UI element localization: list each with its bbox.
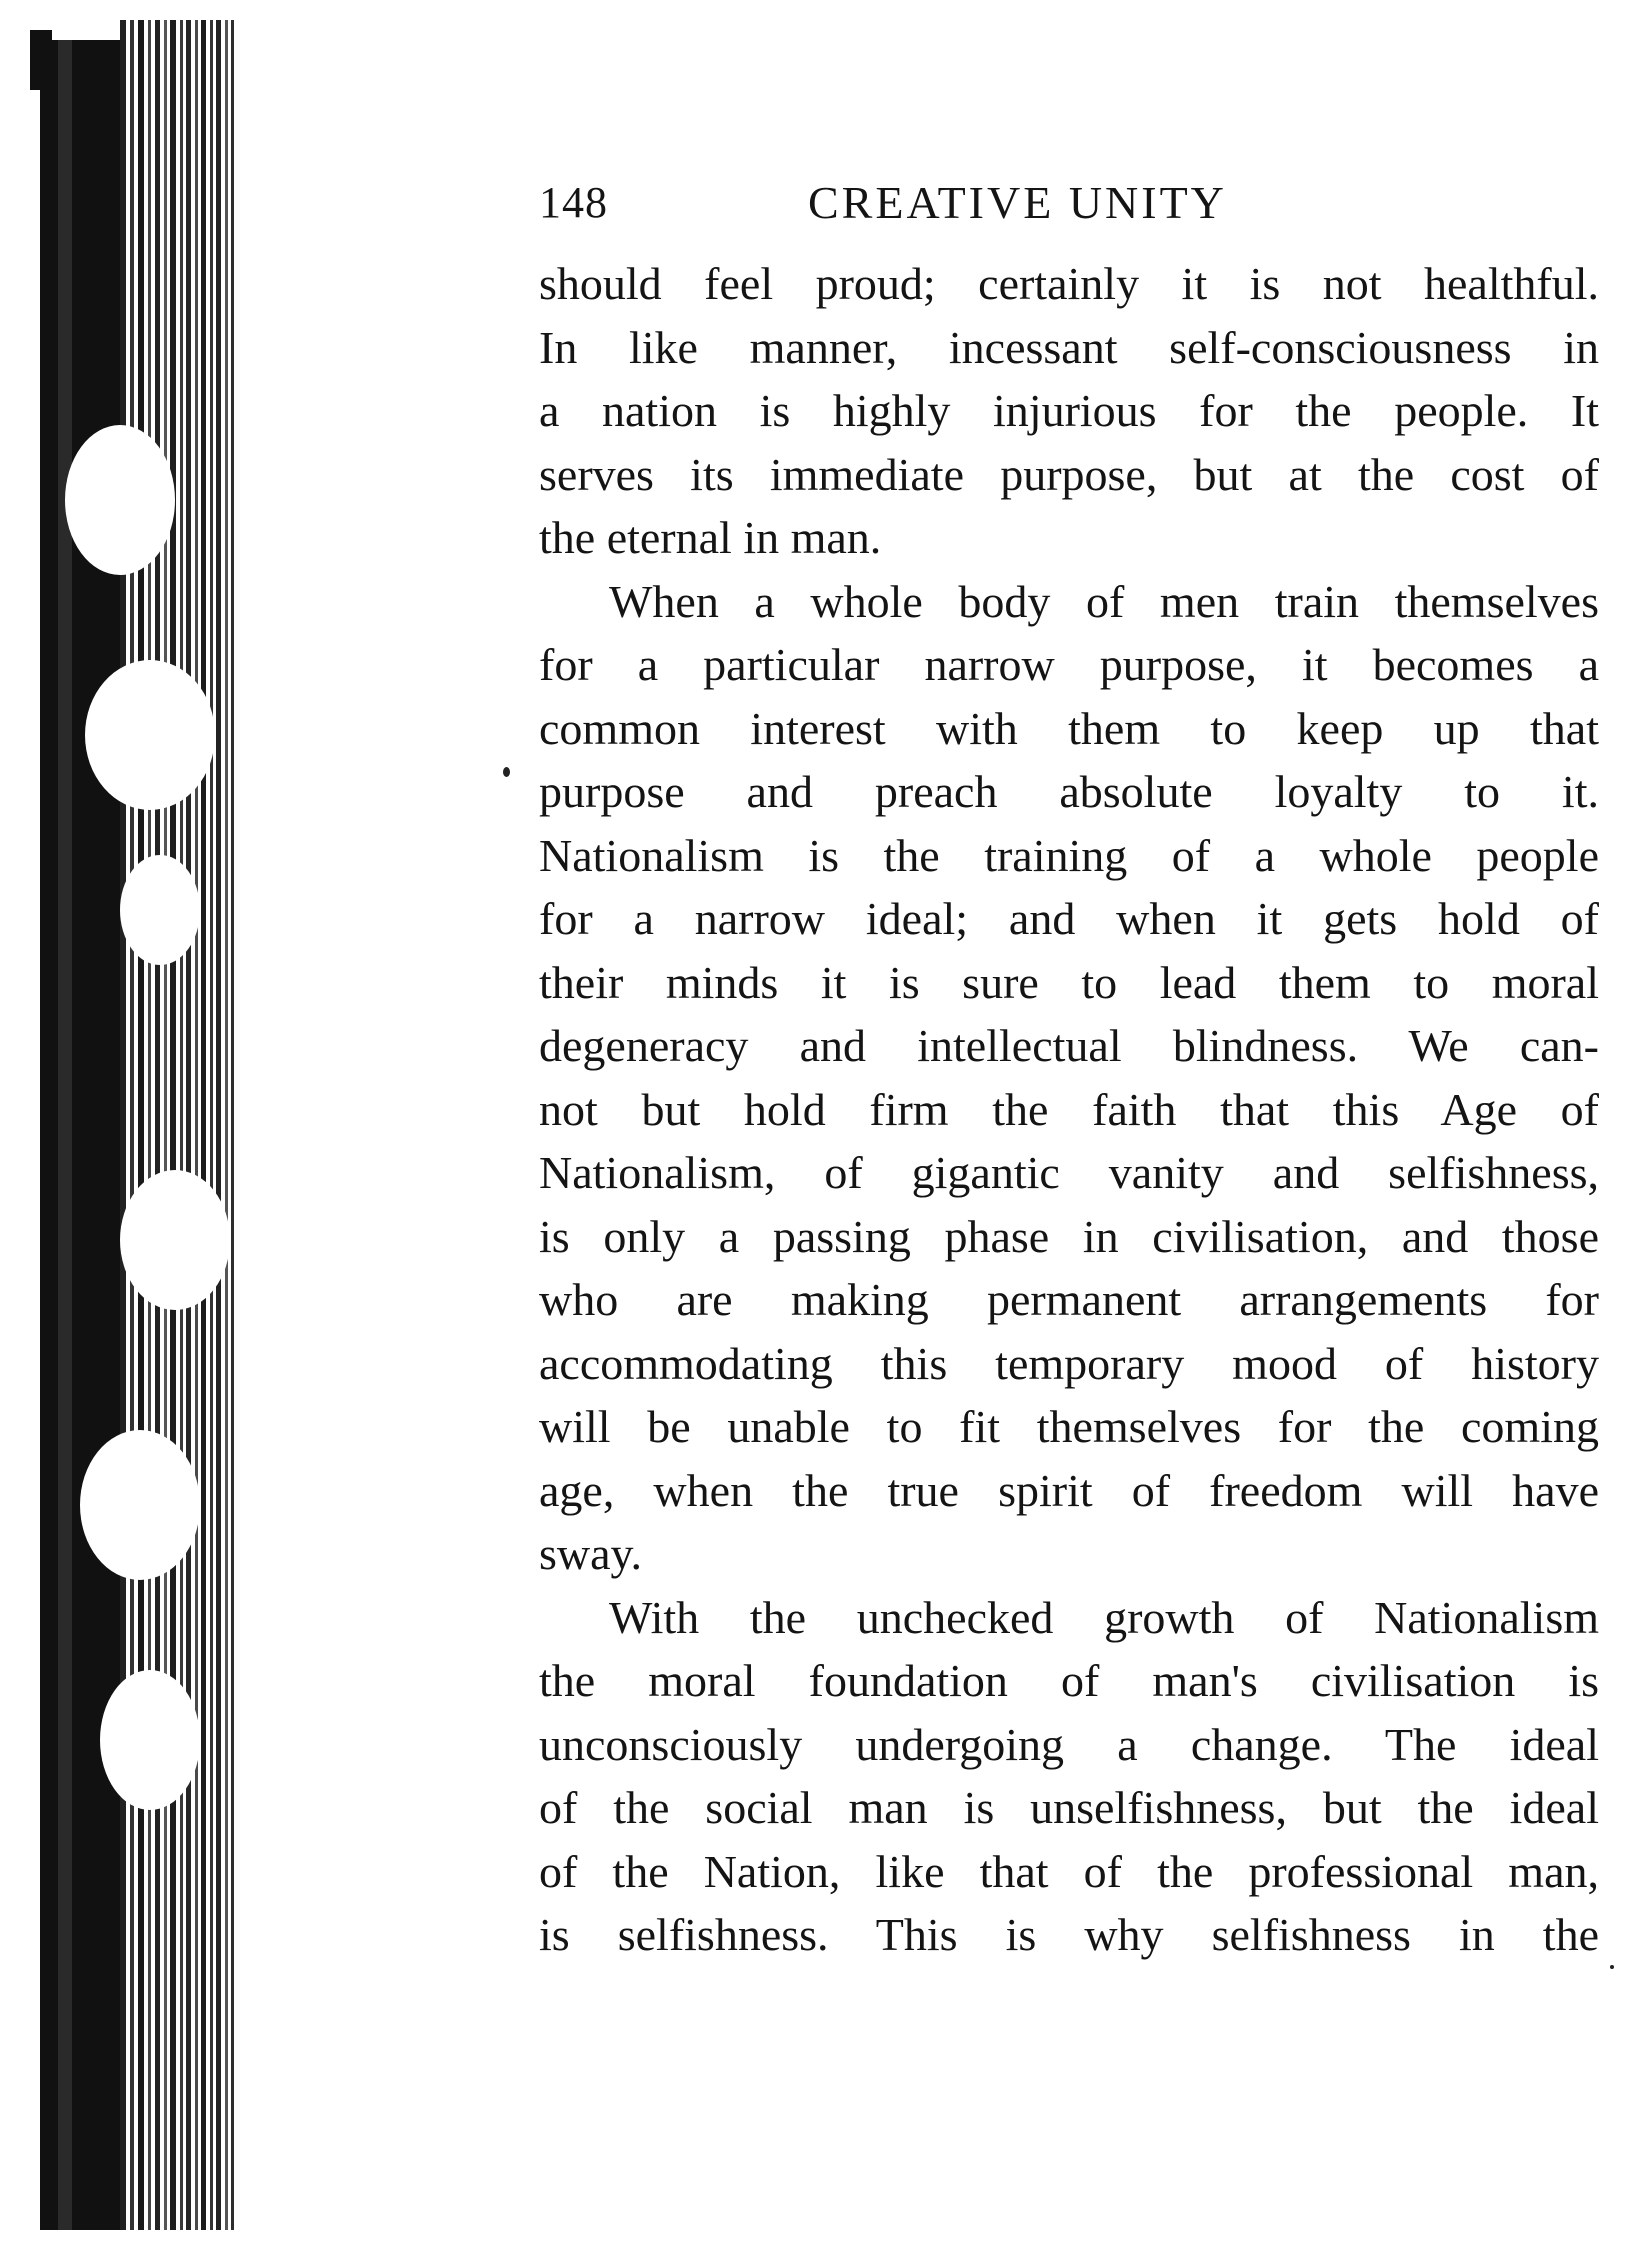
text-line: for a particular narrow purpose, it becomes a [539, 639, 1599, 690]
ink-speck [1610, 1965, 1614, 1969]
text-line: is only a passing phase in civilisation, and those [539, 1210, 1599, 1262]
ink-speck [503, 767, 510, 777]
text-line: degeneracy and intellectual blindness. We can- [539, 1020, 1599, 1071]
text-line: serves its immediate purpose, but at the cost of [539, 448, 1599, 500]
text-line: purpose and preach absolute loyalty to it. [539, 766, 1599, 817]
text-line: In like manner, incessant self-consciousness in [539, 321, 1599, 373]
text-line: of the social man is unselfishness, but the ideal [539, 1782, 1599, 1833]
text-line: should feel proud; certainly it is not healthful. [539, 258, 1599, 309]
text-line: for a narrow ideal; and when it gets hold of [539, 893, 1599, 944]
text-line: unconsciously undergoing a change. The ideal [539, 1718, 1599, 1770]
text-line: will be unable to fit themselves for the coming [539, 1401, 1599, 1452]
text-line: who are making permanent arrangements for [539, 1274, 1599, 1325]
text-line: of the Nation, like that of the professional man, [539, 1845, 1599, 1897]
running-head: CREATIVE UNITY [808, 177, 1227, 228]
text-line: sway. [539, 1528, 643, 1579]
text-line: the moral foundation of man's civilisation is [539, 1655, 1599, 1706]
text-line: With the unchecked growth of Nationalism [609, 1591, 1599, 1643]
book-spine-gutter [0, 0, 236, 2243]
text-line: age, when the true spirit of freedom will have [539, 1464, 1599, 1516]
text-line: a nation is highly injurious for the people. It [539, 385, 1599, 436]
text-line: accommodating this temporary mood of history [539, 1337, 1599, 1389]
body-text [539, 252, 1599, 1967]
page-header [539, 168, 1599, 238]
text-line: not but hold firm the faith that this Age of [539, 1083, 1599, 1135]
text-line: the eternal in man. [539, 512, 882, 563]
text-line: When a whole body of men train themselves [609, 575, 1599, 627]
text-line: is selfishness. This is why selfishness in the [539, 1909, 1599, 1960]
text-line: their minds it is sure to lead them to moral [539, 956, 1599, 1008]
page-number: 148 [539, 178, 608, 227]
text-line: Nationalism is the training of a whole people [539, 829, 1599, 881]
text-line: common interest with them to keep up that [539, 702, 1599, 754]
text-line: Nationalism, of gigantic vanity and selfishness, [539, 1147, 1599, 1198]
